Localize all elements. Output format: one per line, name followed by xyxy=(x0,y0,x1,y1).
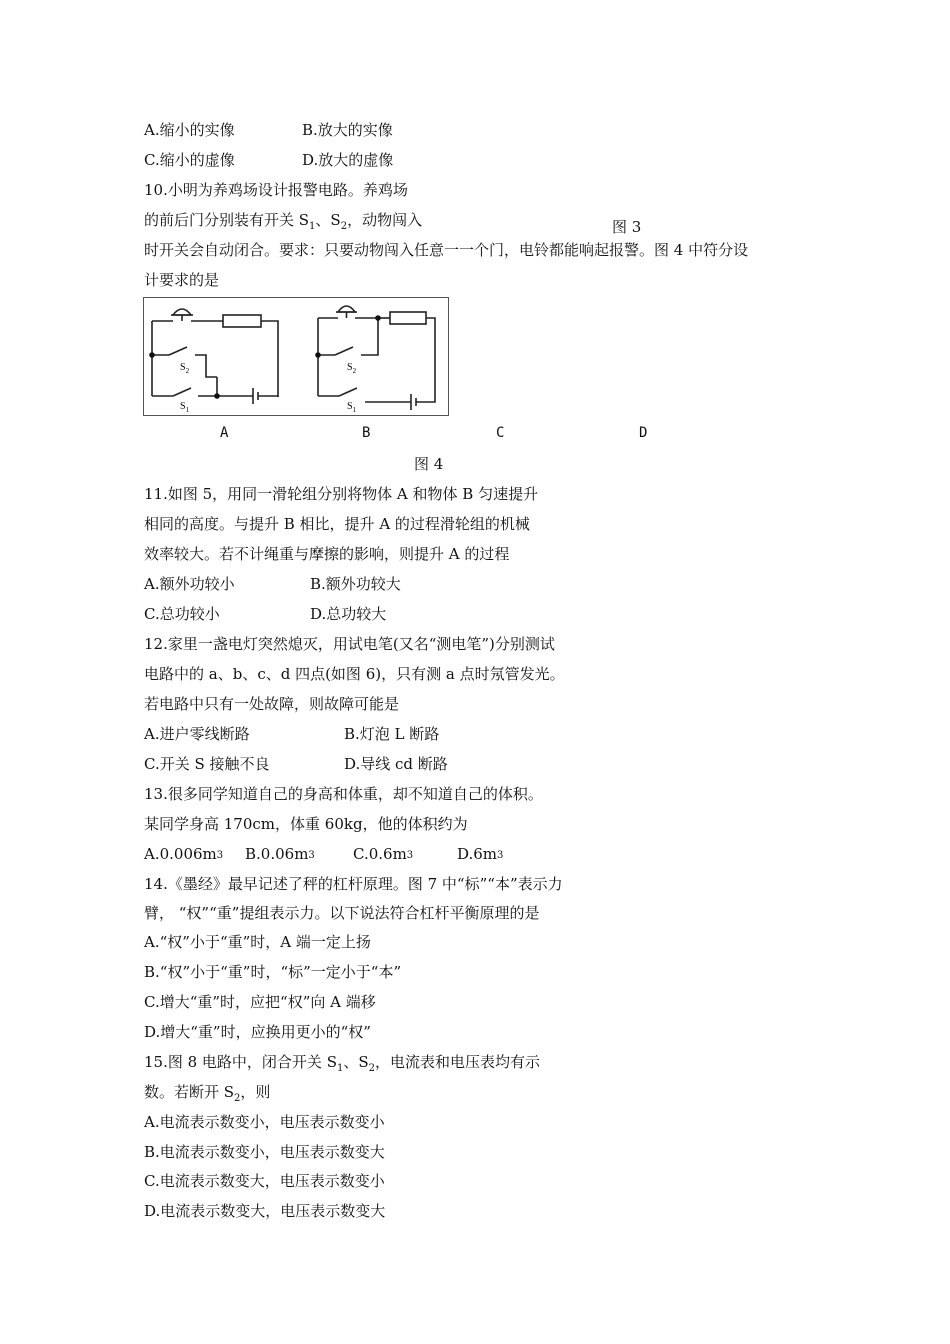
q12-option-d: D.导线 cd 断路 xyxy=(344,755,448,773)
q12-line3: 若电路中只有一处故障，则故障可能是 xyxy=(144,695,400,713)
fig4-choice-d: D xyxy=(639,425,648,441)
q11-option-a: A.额外功较小 xyxy=(144,575,235,593)
q13-option-a: A.0.006m3 xyxy=(144,845,224,863)
q13-line2: 某同学身高 170cm，体重 60kg，他的体积约为 xyxy=(144,815,468,833)
q15-option-d: D.电流表示数变大，电压表示数变大 xyxy=(144,1202,386,1220)
q15-line1: 15.图 8 电路中，闭合开关 $S_1$、$S_2$，电流表和电压表均有示 xyxy=(144,1053,541,1074)
q14-option-c: C.增大“重”时，应把“权”向 A 端移 xyxy=(144,993,376,1011)
q13-line1: 13.很多同学知道自己的身高和体重，却不知道自己的体积。 xyxy=(144,785,543,803)
q11-line2: 相同的高度。与提升 B 相比，提升 A 的过程滑轮组的机械 xyxy=(144,515,530,533)
q10-line1: 10.小明为养鸡场设计报警电路。养鸡场 xyxy=(144,181,408,199)
q11-line1: 11.如图 5，用同一滑轮组分别将物体 A 和物体 B 匀速提升 xyxy=(144,485,539,503)
q14-option-a: A.“权”小于“重”时，A 端一定上扬 xyxy=(144,933,371,951)
q12-option-c: C.开关 S 接触不良 xyxy=(144,755,270,773)
q15-option-b: B.电流表示数变小，电压表示数变大 xyxy=(144,1143,385,1161)
q14-line2: 臂， “权”“重”提组表示力。以下说法符合杠杆平衡原理的是 xyxy=(144,904,540,922)
fig4-choice-c: C xyxy=(496,425,505,441)
q9-option-d: D.放大的虚像 xyxy=(302,151,394,169)
q12-option-b: B.灯泡 L 断路 xyxy=(344,725,440,743)
q12-line1: 12.家里一盏电灯突然熄灭，用试电笔(又名“测电笔”)分别测试 xyxy=(144,635,555,653)
q10-line4: 计要求的是 xyxy=(144,271,220,289)
q14-option-b: B.“权”小于“重”时，“标”一定小于“本” xyxy=(144,963,402,981)
q14-line1: 14.《墨经》最早记述了秤的杠杆原理。图 7 中“标”“本”表示力 xyxy=(144,875,563,893)
fig4-caption: 图 4 xyxy=(414,455,444,473)
q14-option-d: D.增大“重”时，应换用更小的“权” xyxy=(144,1023,371,1041)
circuit-b-label-s2: $S_2$ xyxy=(347,362,357,375)
q11-option-b: B.额外功较大 xyxy=(310,575,401,593)
q9-option-c: C.缩小的虚像 xyxy=(144,151,235,169)
q11-line3: 效率较大。若不计绳重与摩擦的影响，则提升 A 的过程 xyxy=(144,545,510,563)
q9-option-a: A.缩小的实像 xyxy=(144,121,235,139)
q11-option-c: C.总功较小 xyxy=(144,605,220,623)
q10-line3: 时开关会自动闭合。要求：只要动物闯入任意一一个门，电铃都能响起报警。图 4 中符分设 xyxy=(144,241,749,259)
q9-option-b: B.放大的实像 xyxy=(302,121,393,139)
fig4-choice-b: B xyxy=(362,425,371,441)
fig3-caption: 图 3 xyxy=(612,218,642,236)
figure-4-circuit-diagrams xyxy=(143,297,449,416)
q10-line2: 的前后门分别装有开关 $S_1$、$S_2$，动物闯入 xyxy=(144,211,423,232)
q15-option-a: A.电流表示数变小，电压表示数变小 xyxy=(144,1113,385,1131)
q12-line2: 电路中的 a、b、c、d 四点(如图 6)，只有测 a 点时氖管发光。 xyxy=(144,665,565,683)
q13-option-b: B.0.06m3 xyxy=(245,845,315,863)
q13-option-c: C.0.6m3 xyxy=(353,845,414,863)
q11-option-d: D.总功较大 xyxy=(310,605,387,623)
circuit-a-label-s1: $S_1$ xyxy=(180,401,190,414)
q12-option-a: A.进户零线断路 xyxy=(144,725,250,743)
q13-option-d: D.6m3 xyxy=(457,845,504,863)
circuit-b-label-s1: $S_1$ xyxy=(347,401,357,414)
q15-option-c: C.电流表示数变大，电压表示数变小 xyxy=(144,1172,385,1190)
q15-line2: 数。若断开 $S_2$，则 xyxy=(144,1083,271,1104)
fig4-choice-a: A xyxy=(220,425,229,441)
circuit-a-label-s2: $S_2$ xyxy=(180,362,190,375)
